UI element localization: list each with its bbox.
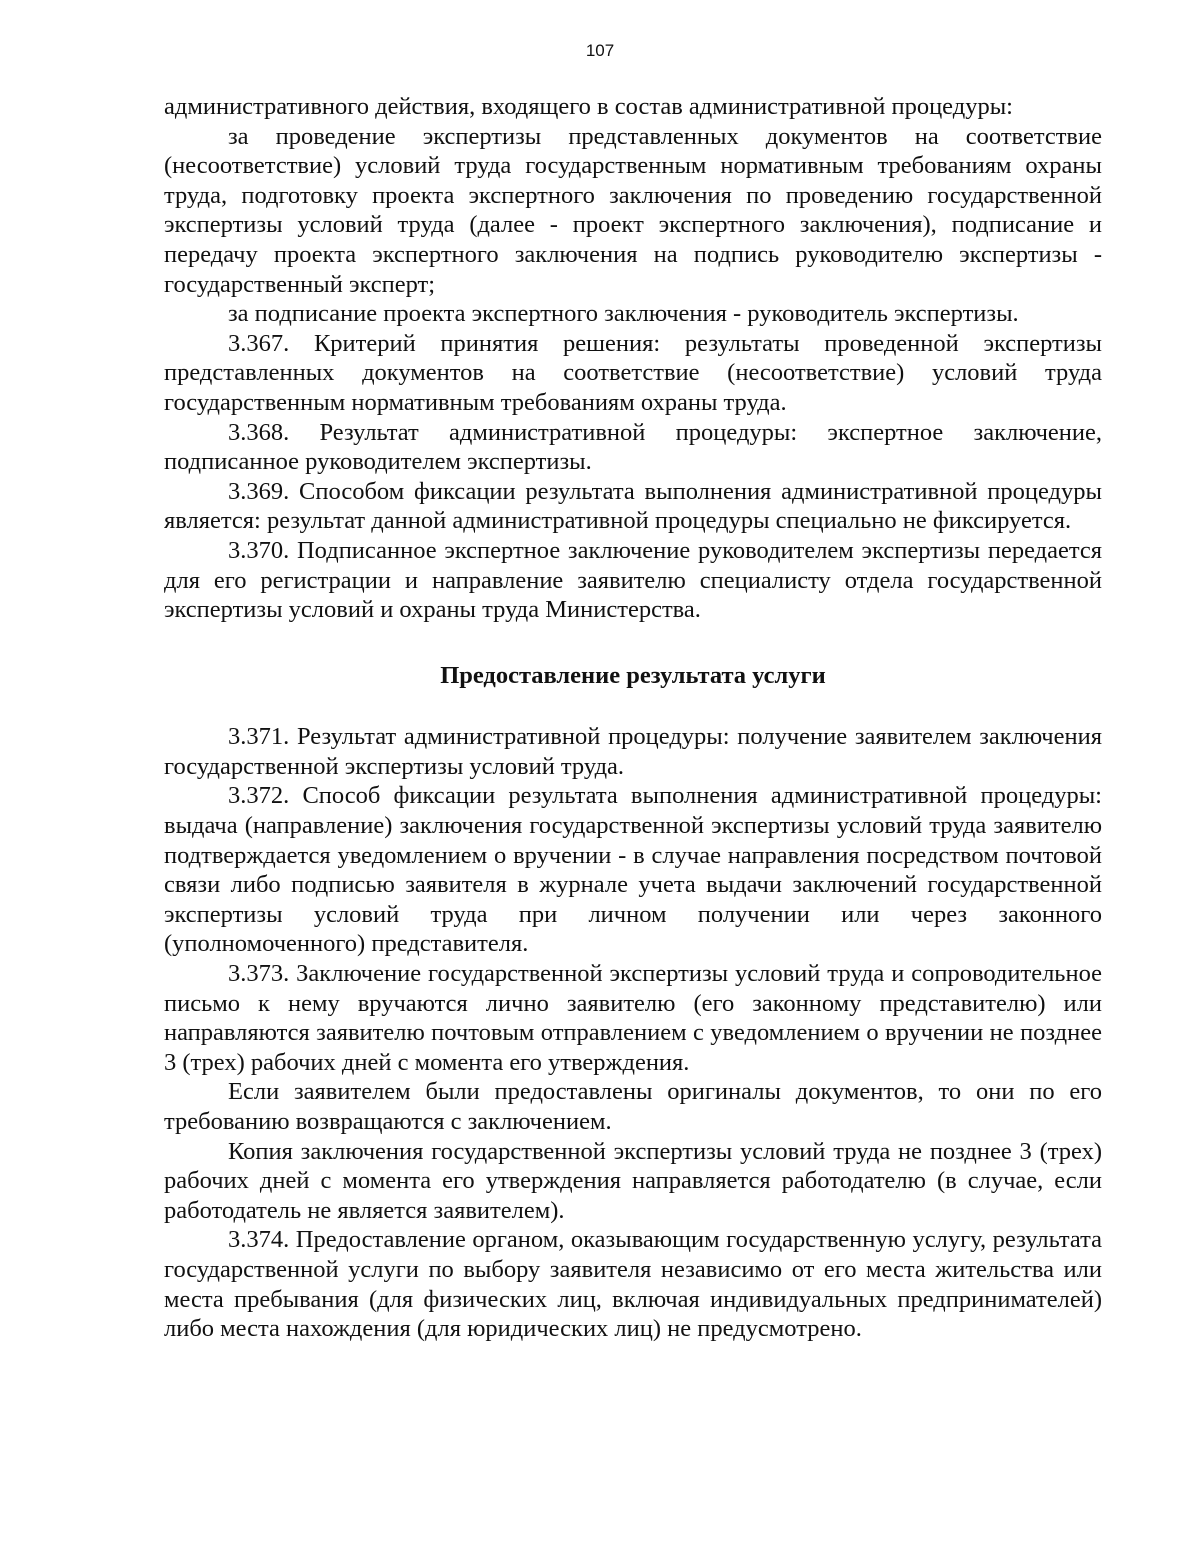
- section-heading: Предоставление результата услуги: [440, 661, 826, 689]
- paragraph-3-367: 3.367. Критерий принятия решения: результаты проведенной экспертизы представленных документов на соответствие (несоответствие) условий труда государственным нормативным требованиям охраны труда.: [164, 329, 1102, 416]
- paragraph-3-372: 3.372. Способ фиксации результата выполнения административной процедуры: выдача (направление) заключения государственной экспертизы условий труда заявителю подтверждается уведомлением о вручении - в случае направления посредством почтовой связи либо подписью заявителя в журнале учета выдачи заключений государственной экспертизы условий труда при личном получении или через законного (уполномоченного) представителя.: [164, 782, 1102, 958]
- paragraph-3-373: 3.373. Заключение государственной экспертизы условий труда и сопроводительное письмо к нему вручаются лично заявителю (его законному представителю) или направляются заявителю почтовым отправлением с уведомлением о вручении не позднее 3 (трех) рабочих дней с момента его утверждения.: [164, 960, 1102, 1076]
- paragraph-responsibility-expert: за проведение экспертизы представленных документов на соответствие (несоответствие) условий труда государственным нормативным требованиям охраны труда, подготовку проекта экспертного заключения по проведению государственной экспертизы условий труда (далее - проект экспертного заключения), подписание и передачу проекта экспертного заключения на подпись руководителю экспертизы - государственный эксперт;: [164, 122, 1102, 298]
- paragraph-3-369: 3.369. Способом фиксации результата выполнения административной процедуры является: результат данной административной процедуры специально не фиксируется.: [164, 477, 1102, 535]
- paragraph-continuation: административного действия, входящего в состав административной процедуры:: [164, 93, 1013, 120]
- paragraph-copy-to-employer: Копия заключения государственной экспертизы условий труда не позднее 3 (трех) рабочих дней с момента его утверждения направляется работодателю (в случае, если работодатель не является заявителем).: [164, 1137, 1102, 1224]
- paragraph-3-374: 3.374. Предоставление органом, оказывающим государственную услугу, результата государственной услуги по выбору заявителя независимо от его места жительства или места пребывания (для физических лиц, включая индивидуальных предпринимателей) либо места нахождения (для юридических лиц) не предусмотрено.: [164, 1226, 1102, 1343]
- paragraph-3-368: 3.368. Результат административной процедуры: экспертное заключение, подписанное руководителем экспертизы.: [164, 418, 1102, 476]
- paragraph-3-371: 3.371. Результат административной процедуры: получение заявителем заключения государственной экспертизы условий труда.: [164, 723, 1102, 780]
- paragraph-responsibility-head: за подписание проекта экспертного заключения - руководитель экспертизы.: [228, 300, 1019, 328]
- paragraph-3-370: 3.370. Подписанное экспертное заключение руководителем экспертизы передается для его регистрации и направление заявителю специалисту отдела государственной экспертизы условий и охраны труда Министерства.: [164, 536, 1102, 624]
- page-number: 107: [585, 41, 615, 60]
- document-body: [164, 92, 1102, 1344]
- paragraph-originals-returned: Если заявителем были предоставлены оригиналы документов, то они по его требованию возвращаются с заключением.: [164, 1078, 1102, 1135]
